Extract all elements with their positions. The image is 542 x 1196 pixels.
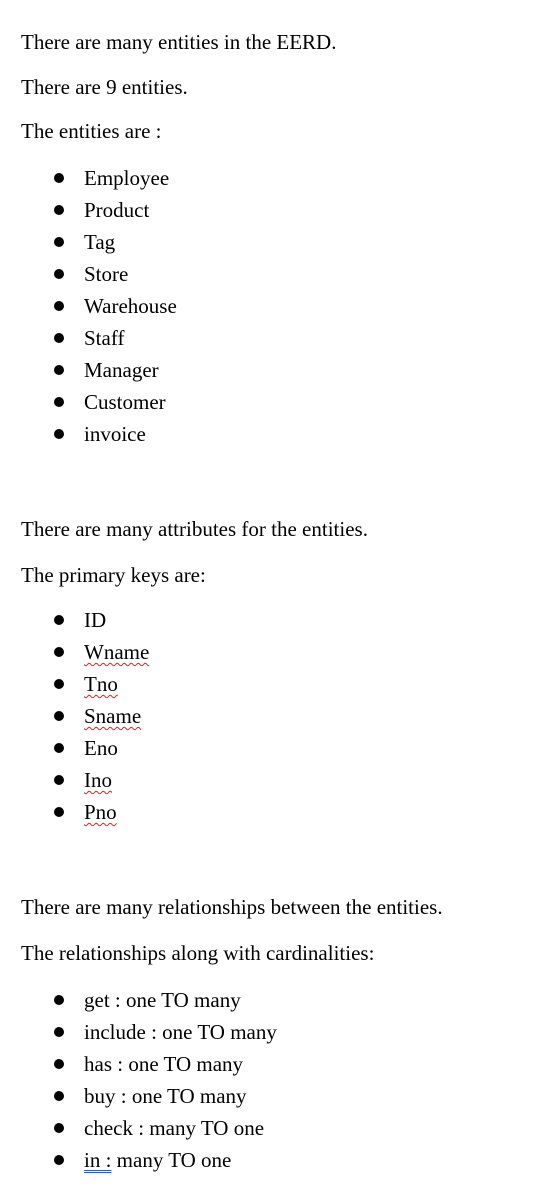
bullet-icon — [54, 711, 64, 721]
bullet-icon — [54, 365, 64, 375]
bullet-icon — [54, 301, 64, 311]
primary-keys-lead: The primary keys are: — [21, 563, 206, 587]
document-page: There are many entities in the EERD. There are 9 entities. The entities are : Employee Product Tag Store Warehouse Staff Manager Customer invoice There are many attributes for the entities. The primary keys are: ID Wname Tno Sname Eno Ino Pno There are many relationships between the entities. The relationships along with cardinalities: get : one TO many include : one TO many has : one TO many buy : one TO many check : many TO one in : many TO one — [21, 30, 443, 1172]
bullet-icon — [54, 679, 64, 689]
entities-lead: The entities are : — [21, 119, 162, 143]
bullet-icon — [54, 1027, 64, 1037]
bullet-icon — [54, 615, 64, 625]
bullet-icon — [54, 173, 64, 183]
bullet-icon — [54, 1123, 64, 1133]
relationships-lead: The relationships along with cardinalities: — [21, 941, 375, 965]
entities-count: There are 9 entities. — [21, 75, 188, 99]
bullet-icon — [54, 205, 64, 215]
bullet-icon — [54, 743, 64, 753]
entities-intro: There are many entities in the EERD. — [21, 30, 337, 54]
bullet-icon — [54, 807, 64, 817]
bullet-icon — [54, 269, 64, 279]
bullet-icon — [54, 775, 64, 785]
bullet-icon — [54, 429, 64, 439]
bullet-icon — [54, 1155, 64, 1165]
bullet-icon — [54, 1059, 64, 1069]
attributes-intro: There are many attributes for the entities. — [21, 517, 368, 541]
bullet-icon — [54, 647, 64, 657]
bullet-icon — [54, 333, 64, 343]
relationships-intro: There are many relationships between the entities. — [21, 895, 443, 919]
bullet-icon — [54, 995, 64, 1005]
bullet-icon — [54, 237, 64, 247]
bullet-icon — [54, 397, 64, 407]
bullet-icon — [54, 1091, 64, 1101]
